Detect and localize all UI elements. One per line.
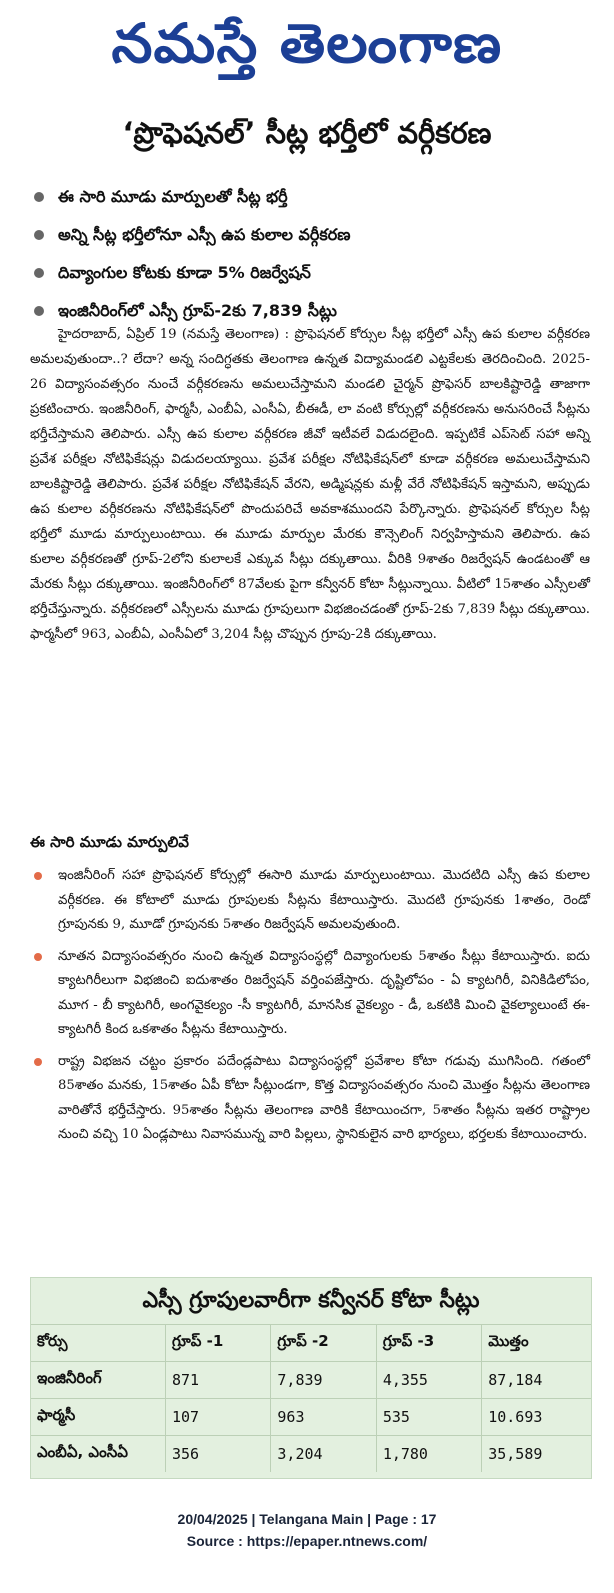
highlight-item: అన్ని సీట్ల భర్తీలోనూ ఎస్సీ ఉప కులాల వర్గీకరణ <box>30 216 590 254</box>
bullet-icon <box>34 268 44 278</box>
footer-date-line: 20/04/2025 | Telangana Main | Page : 17 <box>177 1511 437 1527</box>
table-title: ఎస్సీ గ్రూపులవారీగా కన్వీనర్ కోటా సీట్లు <box>142 1288 480 1313</box>
table-cell: 356 <box>166 1436 271 1473</box>
table-header-row <box>31 1325 591 1362</box>
table-cell: 963 <box>271 1399 376 1436</box>
change-item: రాష్ట్ర విభజన చట్టం ప్రకారం పదేండ్లపాటు విద్యాసంస్థల్లో ప్రవేశాల కోటా గడువు ముగిసింది. గతంలో 85శాతం మనకు, 15శాతం ఏపీ కోటా సీట్లుండగా, కొత్త విద్యాసంవత్సరం నుంచి మొత్తం సీట్లను తెలంగాణ వారితోనే భర్తీచేస్తారు. 95శాతం సీట్లను తెలంగాణ వారికి కేటాయించగా, 5శాతం సీట్లను ఇతర రాష్ట్రాల నుంచి వచ్చి 10 ఏండ్లపాటు నివాసమున్న వారి పిల్లలు, స్థానికులైన వారి భార్యలు, భర్తలకు కేటాయించారు. <box>30 1050 590 1148</box>
table-cell: 35,589 <box>482 1436 591 1473</box>
table-header-cell: మొత్తం <box>482 1325 591 1362</box>
table-cell: ఫార్మసీ <box>31 1399 166 1436</box>
table-cell: 7,839 <box>271 1362 376 1399</box>
table-cell: 4,355 <box>376 1362 481 1399</box>
change-item: నూతన విద్యాసంవత్సరం నుంచి ఉన్నత విద్యాసంస్థల్లో దివ్యాంగులకు 5శాతం సీట్లు కేటాయిస్తారు. ఐదు క్యాటగిరీలుగా విభజించి ఐదుశాతం రిజర్వేషన్ వర్తింపజేస్తారు. దృష్టిలోపం - ఏ క్యాటగిరీ, వినికిడిలోపం, మూగ - బీ క్యాటగిరీ, అంగవైకల్యం -సీ క్యాటగిరీ, మానసిక వైకల్యం - డీ, ఒకటికి మించి వైకల్యాలుంటే ఈ-క్యాటగిరీ కింద ఒకశాతం సీట్లను కేటాయిస్తారు. <box>30 945 590 1043</box>
table-cell: 1,780 <box>376 1436 481 1473</box>
table-cell: ఎంబీఏ, ఎంసీఏ <box>31 1436 166 1473</box>
table-row <box>31 1436 591 1473</box>
section-subhead: ఈ సారి మూడు మార్పులివే <box>30 833 189 851</box>
table-header-cell: గ్రూప్ -2 <box>271 1325 376 1362</box>
article-body: హైదరాబాద్, ఏప్రిల్ 19 (నమస్తే తెలంగాణ) : ప్రొఫెషనల్ కోర్సుల సీట్ల భర్తీలో ఎస్సీ ఉప కులాల వర్గీకరణ అమలవుతుందా..? లేదా? అన్న సందిగ్ధతకు తెలంగాణ ఉన్నత విద్యామండలి ఎట్టకేలకు తెరదించింది. 2025-26 విద్యాసంవత్సరం నుంచే వర్గీకరణను అమలుచేస్తామని మండలి చైర్మన్ ప్రొఫెసర్ బాలకిష్టారెడ్డి తాజాగా ప్రకటించారు. ఇంజినీరింగ్, ఫార్మసీ, ఎంబీఏ, ఎంసీఏ, బీఈడీ, లా వంటి కోర్సుల్లో వర్గీకరణను అనుసరించే సీట్లను భర్తీచేస్తామని తెలిపారు. ఎస్సీ ఉప కులాల వర్గీకరణ జీవో ఇటీవలే విడుదలైంది. ఇప్పటికే ఎప్‌సెట్ సహా అన్ని ప్రవేశ పరీక్షల నోటిఫికేషన్లు విడుదలయ్యాయి. ప్రవేశ పరీక్షల నోటిఫికేషన్‌లో కూడా వర్గీకరణ అమలుచేస్తామని బాలకిష్టారెడ్డి తెలిపారు. ప్రవేశ పరీక్షల నోటిఫికేషన్ వేరని, అడ్మిషన్లకు మళ్లీ వేరే నోటిఫికేషన్ ఇస్తామని, అప్పుడు ఉప కులాల వర్గీకరణను నోటిఫికేషన్‌లో పొందుపరిచే అవకాశముందని పేర్కొన్నారు. ప్రొఫెషనల్ కోర్సుల సీట్ల భర్తీలో మూడు మార్పులుంటాయి. ఈ మూడు మార్పుల మేరకు కౌన్సెలింగ్ నిర్వహిస్తామని తెలిపారు. ఉప కులాల వర్గీకరణతో గ్రూప్-2లోని కులాలకే ఎక్కువ సీట్లు దక్కుతాయి. వీరికి 9శాతం రిజర్వేషన్ ఉండటంతో ఆ మేరకు సీట్లు దక్కుతాయి. ఇంజినీరింగ్‌లో 87వేలకు పైగా కన్వీనర్ కోటా సీట్లున్నాయి. వీటిలో 15శాతం ఎస్సీలతో భర్తీచేస్తున్నారు. వర్గీకరణలో ఎస్సీలను మూడు గ్రూపులుగా విభజించడంతో గ్రూప్-2కు 7,839 సీట్లు దక్కుతాయి. ఫార్మసీలో 963, ఎంబీఏ, ఎంసీఏలో 3,204 సీట్ల చొప్పున గ్రూపు-2కి దక్కుతాయి. <box>30 327 590 642</box>
highlight-item: ఈ సారి మూడు మార్పులతో సీట్ల భర్తీ <box>30 178 590 216</box>
change-item: ఇంజినీరింగ్ సహా ప్రొఫెషనల్ కోర్సుల్లో ఈసారి మూడు మార్పులుంటాయి. మొదటిది ఎస్సీ ఉప కులాల వర్గీకరణ. ఈ కోటాలో మూడు గ్రూపులకు సీట్లను కేటాయిస్తారు. మొదటి గ్రూపునకు 1శాతం, రెండో గ్రూపునకు 9, మూడో గ్రూపునకు 5శాతం రిజర్వేషన్ అమలవుతుంది. <box>30 864 590 938</box>
bullet-icon <box>34 192 44 202</box>
masthead-logo: నమస్తే తెలంగాణ <box>111 12 503 75</box>
table-cell: 535 <box>376 1399 481 1436</box>
seats-table <box>31 1324 591 1472</box>
table-cell: 3,204 <box>271 1436 376 1473</box>
table-cell: 87,184 <box>482 1362 591 1399</box>
page-footer <box>0 1508 614 1552</box>
table-row <box>31 1399 591 1436</box>
bullet-icon <box>34 306 44 316</box>
highlight-item: దివ్యాంగుల కోటకు కూడా 5% రిజర్వేషన్ <box>30 254 590 292</box>
seats-table-box <box>30 1277 592 1479</box>
table-cell: ఇంజినీరింగ్ <box>31 1362 166 1399</box>
table-header-cell: కోర్సు <box>31 1325 166 1362</box>
table-cell: 107 <box>166 1399 271 1436</box>
table-header-cell: గ్రూప్ -1 <box>166 1325 271 1362</box>
table-cell: 10.693 <box>482 1399 591 1436</box>
article-headline: ‘ప్రొఫెషనల్’ సీట్ల భర్తీలో వర్గీకరణ <box>122 116 492 150</box>
table-header-cell: గ్రూప్ -3 <box>376 1325 481 1362</box>
bullet-icon <box>34 230 44 240</box>
footer-source-line: Source : https://epaper.ntnews.com/ <box>186 1533 428 1549</box>
changes-list <box>30 864 590 1155</box>
table-cell: 871 <box>166 1362 271 1399</box>
bullet-icon <box>34 953 42 961</box>
bullet-icon <box>34 872 42 880</box>
highlights-list <box>30 178 590 330</box>
table-row <box>31 1362 591 1399</box>
bullet-icon <box>34 1058 42 1066</box>
masthead <box>0 6 614 82</box>
highlight-item: ఇంజినీరింగ్‌లో ఎస్సీ గ్రూప్-2కు 7,839 సీట్లు <box>30 292 590 330</box>
